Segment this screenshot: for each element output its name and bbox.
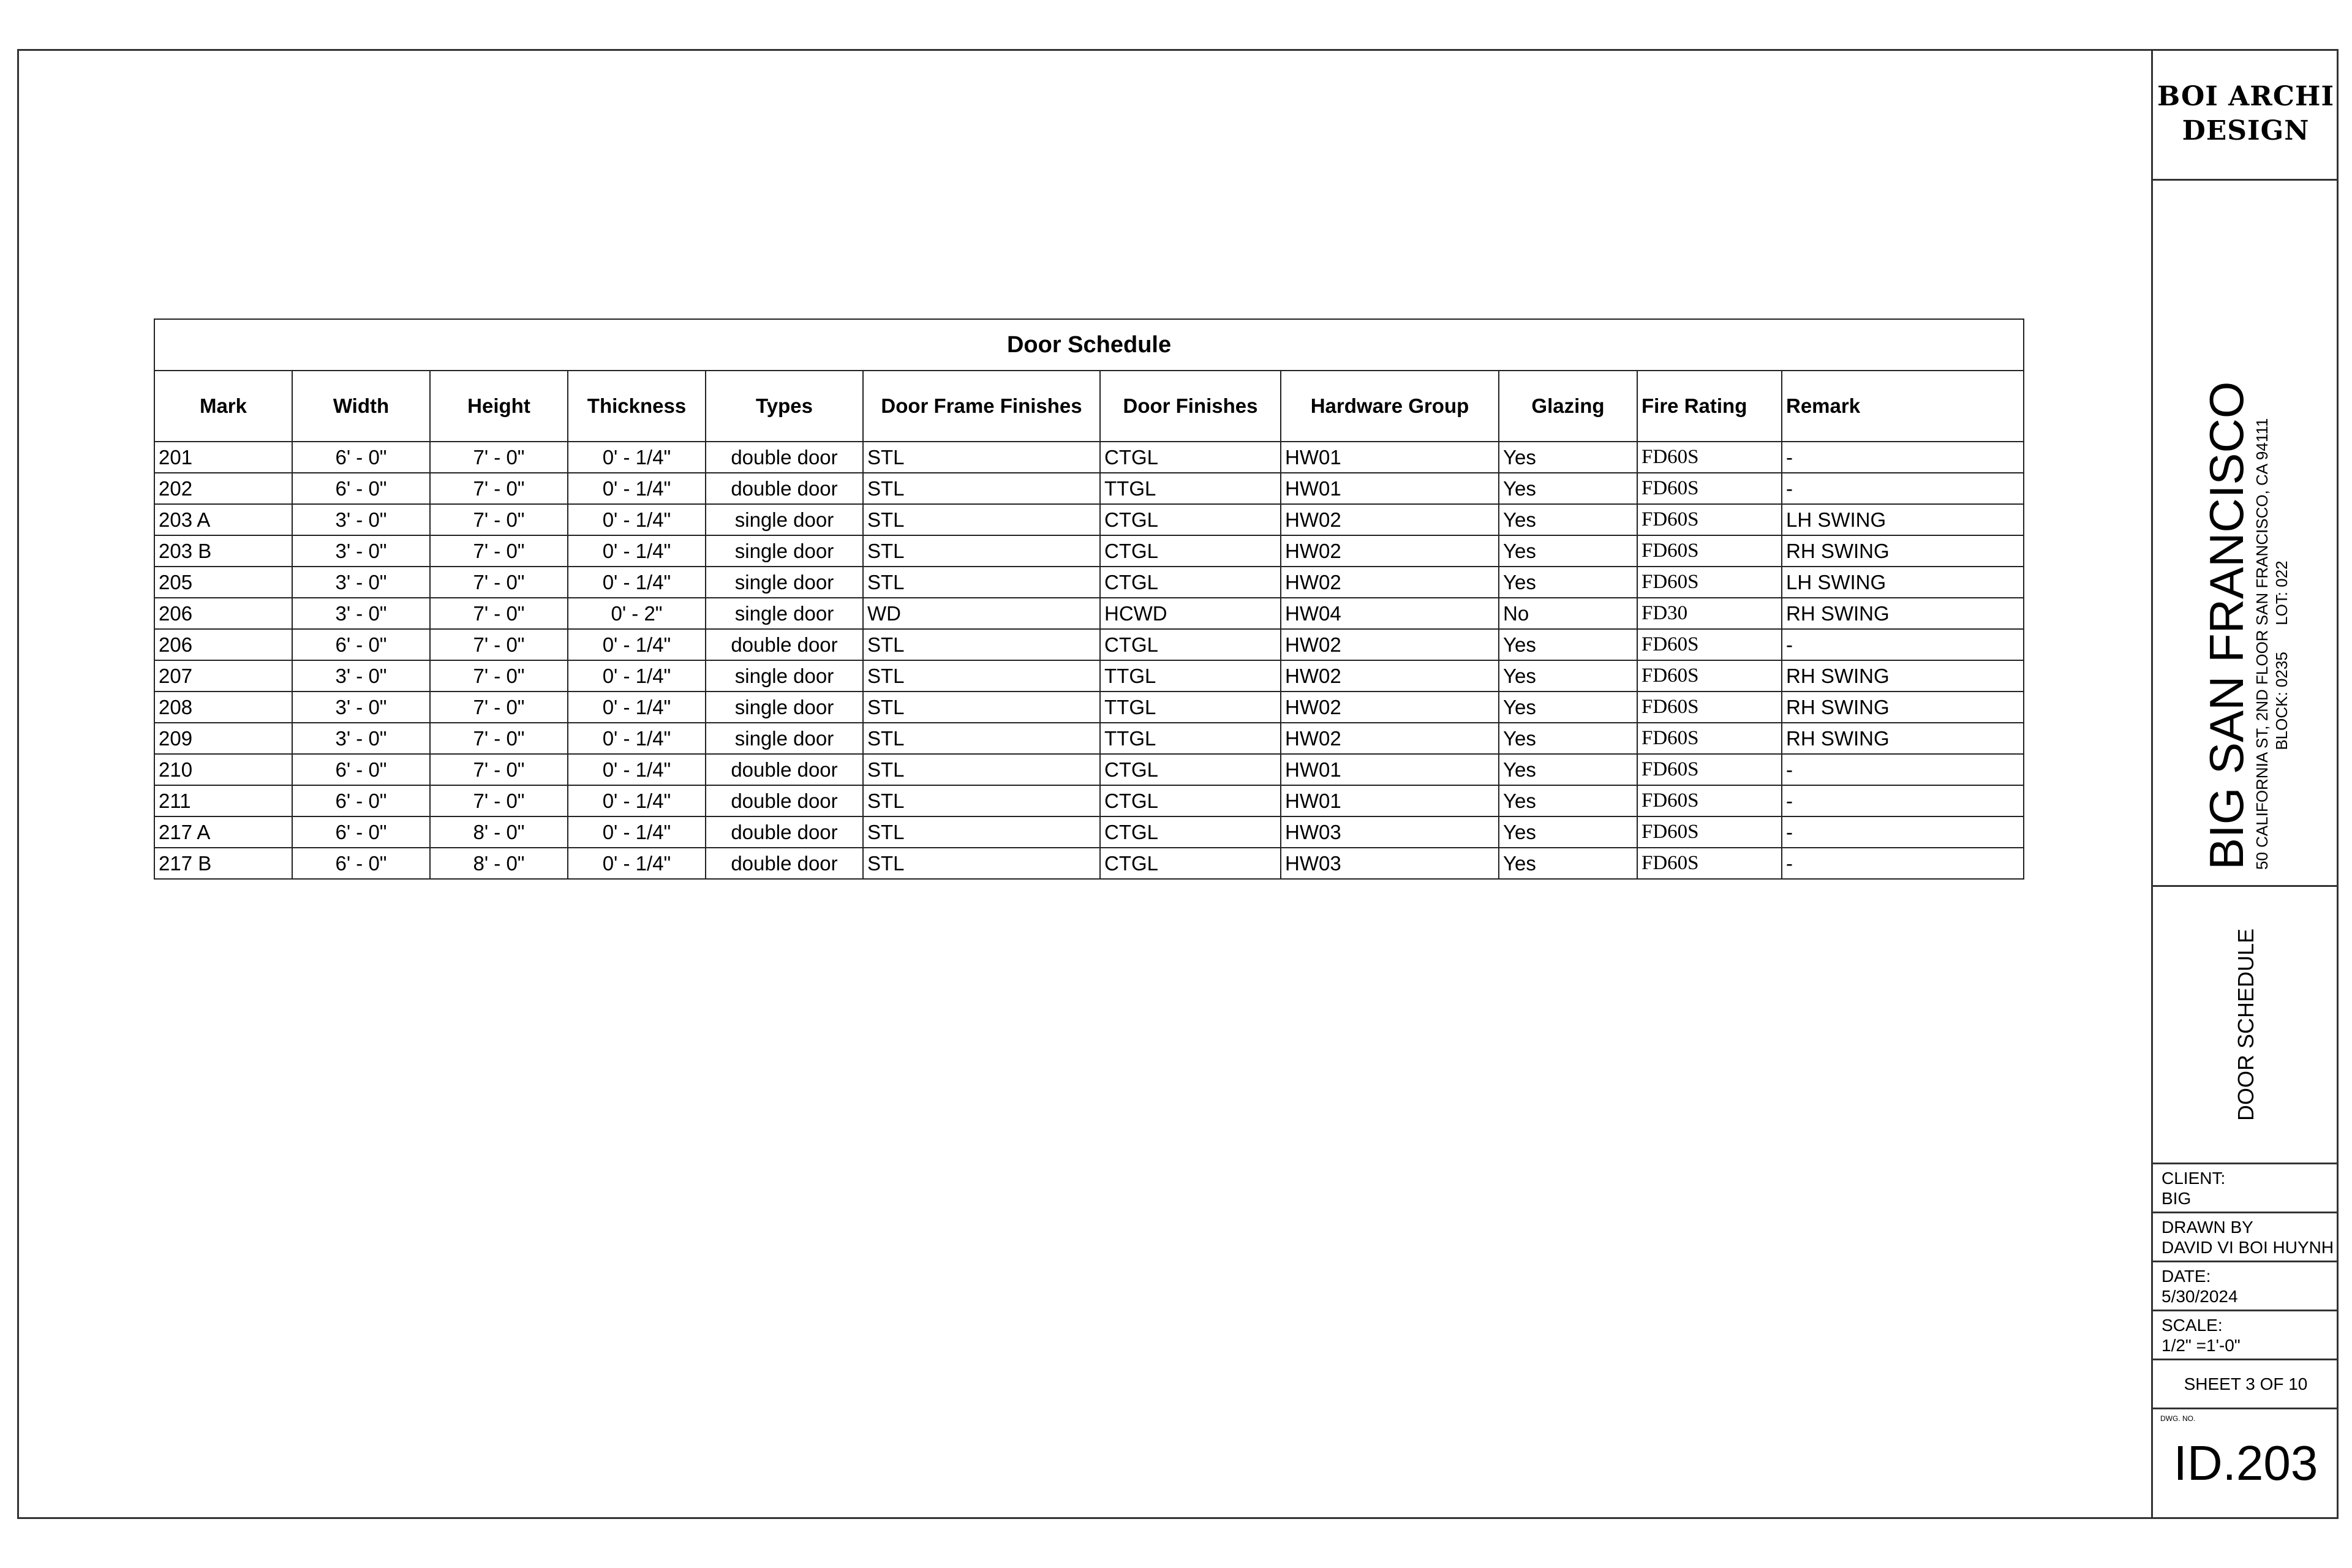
table-row <box>154 723 2024 754</box>
cell-width: 6' - 0" <box>292 473 430 504</box>
cell-door-finish: TTGL <box>1100 723 1281 754</box>
cell-width: 3' - 0" <box>292 723 430 754</box>
cell-frame-finish: STL <box>863 660 1100 692</box>
firm-name <box>2153 49 2339 179</box>
cell-type: single door <box>706 535 863 567</box>
cell-type: single door <box>706 504 863 535</box>
cell-fire-rating: FD30 <box>1637 598 1782 629</box>
cell-fire-rating: FD60S <box>1637 629 1782 660</box>
cell-width: 3' - 0" <box>292 692 430 723</box>
cell-width: 3' - 0" <box>292 598 430 629</box>
cell-height: 7' - 0" <box>430 723 568 754</box>
cell-width: 6' - 0" <box>292 785 430 816</box>
cell-hardware-group: HW02 <box>1281 504 1499 535</box>
cell-type: single door <box>706 567 863 598</box>
cell-door-finish: TTGL <box>1100 692 1281 723</box>
drawn-by-value: DAVID VI BOI HUYNH <box>2162 1238 2334 1257</box>
cell-mark: 203 B <box>154 535 292 567</box>
cell-door-finish: CTGL <box>1100 567 1281 598</box>
table-row <box>154 660 2024 692</box>
drawn-by-field <box>2153 1213 2339 1261</box>
cell-mark: 209 <box>154 723 292 754</box>
cell-door-finish: CTGL <box>1100 442 1281 473</box>
cell-frame-finish: STL <box>863 504 1100 535</box>
cell-thickness: 0' - 1/4" <box>568 629 706 660</box>
date-value: 5/30/2024 <box>2162 1287 2238 1306</box>
drawing-number-field <box>2153 1409 2339 1518</box>
cell-thickness: 0' - 1/4" <box>568 660 706 692</box>
sheet-number: SHEET 3 OF 10 <box>2184 1374 2308 1393</box>
cell-thickness: 0' - 1/4" <box>568 442 706 473</box>
dwg-no-label: DWG. NO. <box>2160 1414 2196 1423</box>
table-row <box>154 785 2024 816</box>
cell-thickness: 0' - 1/4" <box>568 504 706 535</box>
table-row <box>154 473 2024 504</box>
cell-fire-rating: FD60S <box>1637 816 1782 848</box>
table-row <box>154 692 2024 723</box>
cell-height: 7' - 0" <box>430 442 568 473</box>
cell-door-finish: TTGL <box>1100 660 1281 692</box>
column-header-glazing: Glazing <box>1499 371 1637 442</box>
cell-height: 7' - 0" <box>430 567 568 598</box>
cell-frame-finish: STL <box>863 785 1100 816</box>
cell-width: 3' - 0" <box>292 567 430 598</box>
cell-door-finish: CTGL <box>1100 754 1281 785</box>
cell-thickness: 0' - 2" <box>568 598 706 629</box>
cell-width: 6' - 0" <box>292 754 430 785</box>
column-header-fire-rating: Fire Rating <box>1637 371 1782 442</box>
cell-fire-rating: FD60S <box>1637 473 1782 504</box>
sheet-title-panel <box>2153 887 2339 1163</box>
cell-remark: RH SWING <box>1782 598 2024 629</box>
cell-hardware-group: HW02 <box>1281 692 1499 723</box>
column-header-thickness: Thickness <box>568 371 706 442</box>
table-row <box>154 816 2024 848</box>
cell-glazing: Yes <box>1499 504 1637 535</box>
cell-thickness: 0' - 1/4" <box>568 473 706 504</box>
scale-label: SCALE: <box>2162 1316 2223 1335</box>
cell-height: 8' - 0" <box>430 848 568 879</box>
cell-glazing: Yes <box>1499 629 1637 660</box>
cell-mark: 205 <box>154 567 292 598</box>
cell-thickness: 0' - 1/4" <box>568 754 706 785</box>
cell-remark: RH SWING <box>1782 692 2024 723</box>
cell-height: 7' - 0" <box>430 535 568 567</box>
cell-height: 7' - 0" <box>430 504 568 535</box>
client-field <box>2153 1164 2339 1212</box>
cell-hardware-group: HW02 <box>1281 535 1499 567</box>
schedule-body <box>154 442 2024 879</box>
project-title: BIG SAN FRANCISCO <box>2199 381 2253 870</box>
cell-frame-finish: STL <box>863 848 1100 879</box>
cell-height: 7' - 0" <box>430 754 568 785</box>
cell-fire-rating: FD60S <box>1637 567 1782 598</box>
cell-glazing: Yes <box>1499 660 1637 692</box>
cell-fire-rating: FD60S <box>1637 723 1782 754</box>
cell-fire-rating: FD60S <box>1637 785 1782 816</box>
cell-height: 7' - 0" <box>430 598 568 629</box>
cell-glazing: Yes <box>1499 848 1637 879</box>
cell-remark: - <box>1782 473 2024 504</box>
cell-height: 7' - 0" <box>430 785 568 816</box>
cell-type: single door <box>706 692 863 723</box>
date-field <box>2153 1262 2339 1310</box>
cell-hardware-group: HW02 <box>1281 629 1499 660</box>
cell-remark: - <box>1782 442 2024 473</box>
schedule-title: Door Schedule <box>154 319 2024 371</box>
cell-glazing: Yes <box>1499 723 1637 754</box>
cell-hardware-group: HW01 <box>1281 785 1499 816</box>
header-row <box>154 371 2024 442</box>
cell-door-finish: CTGL <box>1100 785 1281 816</box>
cell-type: single door <box>706 660 863 692</box>
cell-frame-finish: STL <box>863 754 1100 785</box>
cell-frame-finish: STL <box>863 567 1100 598</box>
cell-mark: 207 <box>154 660 292 692</box>
cell-thickness: 0' - 1/4" <box>568 535 706 567</box>
firm-name-line2: DESIGN <box>2182 115 2310 146</box>
cell-height: 8' - 0" <box>430 816 568 848</box>
cell-type: double door <box>706 442 863 473</box>
drawn-by-label: DRAWN BY <box>2162 1218 2253 1237</box>
cell-remark: RH SWING <box>1782 723 2024 754</box>
cell-remark: RH SWING <box>1782 535 2024 567</box>
cell-mark: 206 <box>154 629 292 660</box>
project-block-lot: BLOCK: 0235 LOT: 022 <box>2272 560 2291 750</box>
project-panel <box>2153 181 2339 885</box>
table-row <box>154 504 2024 535</box>
cell-type: double door <box>706 473 863 504</box>
cell-height: 7' - 0" <box>430 629 568 660</box>
cell-fire-rating: FD60S <box>1637 442 1782 473</box>
table-row <box>154 598 2024 629</box>
cell-thickness: 0' - 1/4" <box>568 567 706 598</box>
scale-field <box>2153 1311 2339 1359</box>
column-header-width: Width <box>292 371 430 442</box>
cell-door-finish: CTGL <box>1100 816 1281 848</box>
cell-glazing: Yes <box>1499 535 1637 567</box>
cell-door-finish: CTGL <box>1100 629 1281 660</box>
cell-door-finish: CTGL <box>1100 504 1281 535</box>
cell-thickness: 0' - 1/4" <box>568 723 706 754</box>
column-header-door-finish: Door Finishes <box>1100 371 1281 442</box>
cell-glazing: No <box>1499 598 1637 629</box>
table-row <box>154 535 2024 567</box>
cell-mark: 217 A <box>154 816 292 848</box>
cell-width: 3' - 0" <box>292 504 430 535</box>
dwg-number: ID.203 <box>2173 1436 2318 1490</box>
date-label: DATE: <box>2162 1267 2211 1286</box>
cell-fire-rating: FD60S <box>1637 535 1782 567</box>
cell-door-finish: TTGL <box>1100 473 1281 504</box>
cell-fire-rating: FD60S <box>1637 692 1782 723</box>
cell-fire-rating: FD60S <box>1637 504 1782 535</box>
cell-height: 7' - 0" <box>430 473 568 504</box>
cell-type: single door <box>706 723 863 754</box>
table-row <box>154 754 2024 785</box>
cell-type: double door <box>706 848 863 879</box>
column-header-hardware-group: Hardware Group <box>1281 371 1499 442</box>
firm-name-line1: BOI ARCHI <box>2157 81 2335 112</box>
cell-remark: - <box>1782 785 2024 816</box>
cell-remark: - <box>1782 848 2024 879</box>
column-header-frame-finish: Door Frame Finishes <box>863 371 1100 442</box>
cell-type: single door <box>706 598 863 629</box>
cell-door-finish: CTGL <box>1100 848 1281 879</box>
cell-thickness: 0' - 1/4" <box>568 848 706 879</box>
cell-frame-finish: STL <box>863 629 1100 660</box>
cell-height: 7' - 0" <box>430 660 568 692</box>
cell-type: double door <box>706 816 863 848</box>
project-address: 50 CALIFORNIA ST, 2ND FLOOR SAN FRANCISCO, CA 94111 <box>2252 418 2271 870</box>
cell-hardware-group: HW01 <box>1281 754 1499 785</box>
cell-mark: 201 <box>154 442 292 473</box>
cell-mark: 217 B <box>154 848 292 879</box>
cell-glazing: Yes <box>1499 754 1637 785</box>
cell-glazing: Yes <box>1499 442 1637 473</box>
client-label: CLIENT: <box>2162 1169 2226 1188</box>
cell-glazing: Yes <box>1499 816 1637 848</box>
cell-door-finish: CTGL <box>1100 535 1281 567</box>
cell-width: 3' - 0" <box>292 660 430 692</box>
cell-mark: 202 <box>154 473 292 504</box>
cell-width: 6' - 0" <box>292 816 430 848</box>
cell-hardware-group: HW01 <box>1281 442 1499 473</box>
cell-height: 7' - 0" <box>430 692 568 723</box>
table-row <box>154 567 2024 598</box>
cell-mark: 203 A <box>154 504 292 535</box>
cell-remark: - <box>1782 754 2024 785</box>
cell-remark: LH SWING <box>1782 504 2024 535</box>
cell-width: 3' - 0" <box>292 535 430 567</box>
cell-hardware-group: HW02 <box>1281 660 1499 692</box>
scale-value: 1/2" =1'-0" <box>2162 1336 2241 1355</box>
cell-remark: RH SWING <box>1782 660 2024 692</box>
table-row <box>154 629 2024 660</box>
cell-fire-rating: FD60S <box>1637 754 1782 785</box>
cell-mark: 210 <box>154 754 292 785</box>
cell-type: double door <box>706 629 863 660</box>
cell-remark: - <box>1782 816 2024 848</box>
cell-frame-finish: WD <box>863 598 1100 629</box>
cell-fire-rating: FD60S <box>1637 660 1782 692</box>
cell-glazing: Yes <box>1499 473 1637 504</box>
cell-hardware-group: HW04 <box>1281 598 1499 629</box>
cell-hardware-group: HW02 <box>1281 567 1499 598</box>
cell-frame-finish: STL <box>863 442 1100 473</box>
cell-frame-finish: STL <box>863 535 1100 567</box>
cell-remark: - <box>1782 629 2024 660</box>
sheet-title: DOOR SCHEDULE <box>2233 928 2258 1121</box>
cell-glazing: Yes <box>1499 785 1637 816</box>
cell-hardware-group: HW03 <box>1281 848 1499 879</box>
cell-width: 6' - 0" <box>292 629 430 660</box>
cell-mark: 208 <box>154 692 292 723</box>
cell-mark: 206 <box>154 598 292 629</box>
cell-frame-finish: STL <box>863 723 1100 754</box>
cell-frame-finish: STL <box>863 473 1100 504</box>
table-row <box>154 848 2024 879</box>
cell-glazing: Yes <box>1499 692 1637 723</box>
cell-glazing: Yes <box>1499 567 1637 598</box>
cell-hardware-group: HW03 <box>1281 816 1499 848</box>
door-schedule-table <box>154 318 2024 880</box>
cell-frame-finish: STL <box>863 692 1100 723</box>
cell-mark: 211 <box>154 785 292 816</box>
cell-door-finish: HCWD <box>1100 598 1281 629</box>
cell-width: 6' - 0" <box>292 848 430 879</box>
cell-thickness: 0' - 1/4" <box>568 816 706 848</box>
column-header-mark: Mark <box>154 371 292 442</box>
cell-type: double door <box>706 754 863 785</box>
cell-frame-finish: STL <box>863 816 1100 848</box>
cell-hardware-group: HW01 <box>1281 473 1499 504</box>
column-header-type: Types <box>706 371 863 442</box>
column-header-remark: Remark <box>1782 371 2024 442</box>
client-value: BIG <box>2162 1189 2192 1208</box>
cell-thickness: 0' - 1/4" <box>568 785 706 816</box>
cell-width: 6' - 0" <box>292 442 430 473</box>
cell-thickness: 0' - 1/4" <box>568 692 706 723</box>
cell-hardware-group: HW02 <box>1281 723 1499 754</box>
cell-remark: LH SWING <box>1782 567 2024 598</box>
cell-fire-rating: FD60S <box>1637 848 1782 879</box>
column-header-height: Height <box>430 371 568 442</box>
table-row <box>154 442 2024 473</box>
cell-type: double door <box>706 785 863 816</box>
